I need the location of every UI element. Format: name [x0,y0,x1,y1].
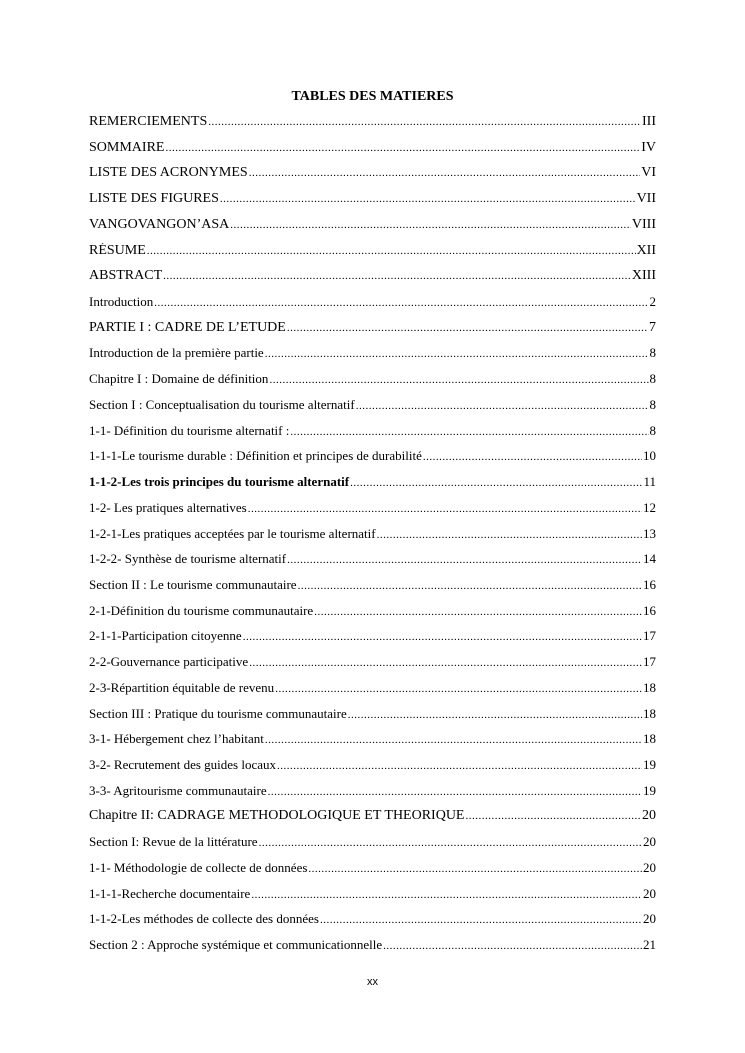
toc-entry-label: Section II : Le tourisme communautaire [89,576,297,592]
toc-entry-page: 18 [643,679,656,695]
toc-dot-leader [350,477,642,489]
toc-entry-label: Chapitre I : Domaine de définition [89,371,269,387]
toc-entry-label: 2-2-Gouvernance participative [89,654,249,670]
toc-entry-page: 16 [643,576,656,592]
toc-entry[interactable] [89,731,656,757]
toc-entry-page: 18 [643,731,656,747]
toc-entry-label: 1-1-2-Les trois principes du tourisme alternatif [89,474,350,490]
toc-entry-label: LISTE DES ACRONYMES [89,165,248,181]
toc-dot-leader [251,889,642,901]
toc-entry-page: 17 [643,628,656,644]
toc-entry[interactable] [89,834,656,860]
toc-entry-page: 13 [643,525,656,541]
toc-entry[interactable] [89,191,656,217]
toc-entry-page: 18 [643,705,656,721]
toc-entry[interactable] [89,243,656,269]
toc-dot-leader [356,400,649,412]
toc-entry-label: 1-1-1-Le tourisme durable : Définition et principes de durabilité [89,448,422,464]
toc-entry-label: Section III : Pratique du tourisme communautaire [89,705,347,721]
toc-entry-page: 20 [643,834,656,850]
toc-entry-page: 8 [649,396,656,412]
toc-entry-label: VANGOVANGON’ASA [89,216,230,232]
toc-entry-label: 1-1-2-Les méthodes de collecte des données [89,911,319,927]
toc-entry[interactable] [89,808,656,834]
toc-entry-page: XII [636,242,656,258]
toc-entry-label: 1-2-2- Synthèse de tourisme alternatif [89,551,287,567]
toc-entry[interactable] [89,654,656,680]
toc-dot-leader [308,863,642,875]
toc-dot-leader [348,709,642,721]
toc-dot-leader [287,554,642,566]
toc-entry[interactable] [89,860,656,886]
toc-entry[interactable] [89,268,656,294]
toc-entry-label: 2-1-Définition du tourisme communautaire [89,602,314,618]
toc-entry[interactable] [89,526,656,552]
toc-dot-leader [290,426,648,438]
toc-dot-leader [248,503,642,515]
toc-entry[interactable] [89,757,656,783]
toc-dot-leader [287,322,648,334]
toc-entry-label: RÉSUME [89,242,146,258]
toc-entry-page: 21 [643,937,656,952]
toc-dot-leader [269,374,648,386]
toc-entry-label: 3-2- Recrutement des guides locaux [89,756,276,772]
toc-dot-leader [265,734,642,746]
toc-entry-label: Introduction de la première partie [89,345,264,361]
toc-dot-leader [377,529,642,541]
toc-entry-page: 8 [649,371,656,387]
toc-entry[interactable] [89,448,656,474]
toc-entry[interactable] [89,294,656,320]
toc-dot-leader [320,914,642,926]
toc-entry[interactable] [89,397,656,423]
toc-dot-leader [208,116,641,128]
toc-entry-page: XIII [631,268,656,284]
toc-dot-leader [147,245,636,257]
toc-entry[interactable] [89,165,656,191]
toc-entry-page: 17 [643,654,656,670]
toc-entry[interactable] [89,345,656,371]
toc-entry-page: 8 [649,345,656,361]
toc-entry-label: LISTE DES FIGURES [89,191,219,207]
toc-entry[interactable] [89,114,656,140]
toc-entry-label: 1-2- Les pratiques alternatives [89,499,247,515]
toc-entry-page: 2 [649,294,656,310]
toc-dot-leader [383,940,642,952]
toc-entry-label: Section I : Conceptualisation du tourisme alternatif [89,396,355,412]
toc-entry-page: 20 [643,911,656,927]
toc-entry-label: Chapitre II: CADRAGE METHODOLOGIQUE ET THEORIQUE [89,808,465,824]
toc-dot-leader [465,810,641,822]
toc-entry[interactable] [89,217,656,243]
toc-dot-leader [268,786,642,798]
toc-entry-label: SOMMAIRE [89,139,165,155]
toc-entry-page: III [642,114,656,129]
toc-entry-page: 19 [643,782,656,798]
toc-entry-label: ABSTRACT [89,268,163,284]
toc-entry-page: 12 [643,499,656,515]
toc-dot-leader [314,606,642,618]
toc-entry-label: 1-2-1-Les pratiques acceptées par le tourisme alternatif [89,525,376,541]
toc-dot-leader [154,297,648,309]
toc-entry-page: 20 [643,885,656,901]
toc-entry[interactable] [89,911,656,937]
toc-entry-label: Section I: Revue de la littérature [89,834,258,850]
toc-dot-leader [230,219,631,231]
toc-entry-page: 10 [643,448,656,464]
toc-entry[interactable] [89,886,656,912]
toc-dot-leader [265,348,649,360]
toc-entry[interactable] [89,551,656,577]
toc-dot-leader [259,837,642,849]
toc-dot-leader [165,142,640,154]
toc-dot-leader [243,631,642,643]
page-title: TABLES DES MATIERES [291,89,454,104]
toc-entry-label: REMERCIEMENTS [89,114,208,129]
toc-entry-page: VIII [631,216,656,232]
toc-dot-leader [249,167,641,179]
toc-entry[interactable] [89,140,656,166]
toc-entry[interactable] [89,783,656,809]
toc-entry-page: 14 [643,551,656,567]
toc-dot-leader [163,270,631,282]
toc-entry[interactable] [89,577,656,603]
toc-entry-label: 1-1- Définition du tourisme alternatif : [89,422,290,438]
toc-entry[interactable] [89,500,656,526]
toc-entry-page: 20 [642,808,656,824]
toc-entry-page: 16 [643,602,656,618]
toc-entry[interactable] [89,371,656,397]
toc-entry[interactable] [89,603,656,629]
toc-entry-label: 1-1-1-Recherche documentaire [89,885,251,901]
page-number: xx [367,976,378,988]
toc-dot-leader [249,657,642,669]
toc-entry-label: PARTIE I : CADRE DE L’ETUDE [89,319,286,335]
toc-entry-label: 2-3-Répartition équitable de revenu [89,679,275,695]
toc-dot-leader [423,451,642,463]
toc-entry-label: 1-1- Méthodologie de collecte de données [89,859,308,875]
toc-dot-leader [277,760,642,772]
table-of-contents [89,114,656,963]
toc-dot-leader [220,193,636,205]
toc-entry-label: Section 2 : Approche systémique et communicationnelle [89,937,383,952]
toc-entry[interactable] [89,680,656,706]
toc-entry[interactable] [89,320,656,346]
toc-entry[interactable] [89,937,656,963]
toc-entry-page: 19 [643,756,656,772]
toc-entry-page: 7 [649,319,656,335]
toc-entry[interactable] [89,628,656,654]
toc-entry-page: VI [641,165,656,181]
toc-entry-page: 20 [643,859,656,875]
toc-entry-label: 3-3- Agritourisme communautaire [89,782,267,798]
toc-entry-label: 3-1- Hébergement chez l’habitant [89,731,264,747]
toc-dot-leader [298,580,642,592]
toc-entry[interactable] [89,423,656,449]
toc-entry[interactable] [89,706,656,732]
toc-entry-page: 11 [643,474,656,490]
toc-entry-page: IV [641,139,656,155]
toc-dot-leader [275,683,642,695]
toc-entry-page: 8 [649,422,656,438]
toc-entry-label: 2-1-1-Participation citoyenne [89,628,242,644]
toc-entry[interactable] [89,474,656,500]
toc-entry-label: Introduction [89,294,154,310]
toc-entry-page: VII [636,191,656,207]
